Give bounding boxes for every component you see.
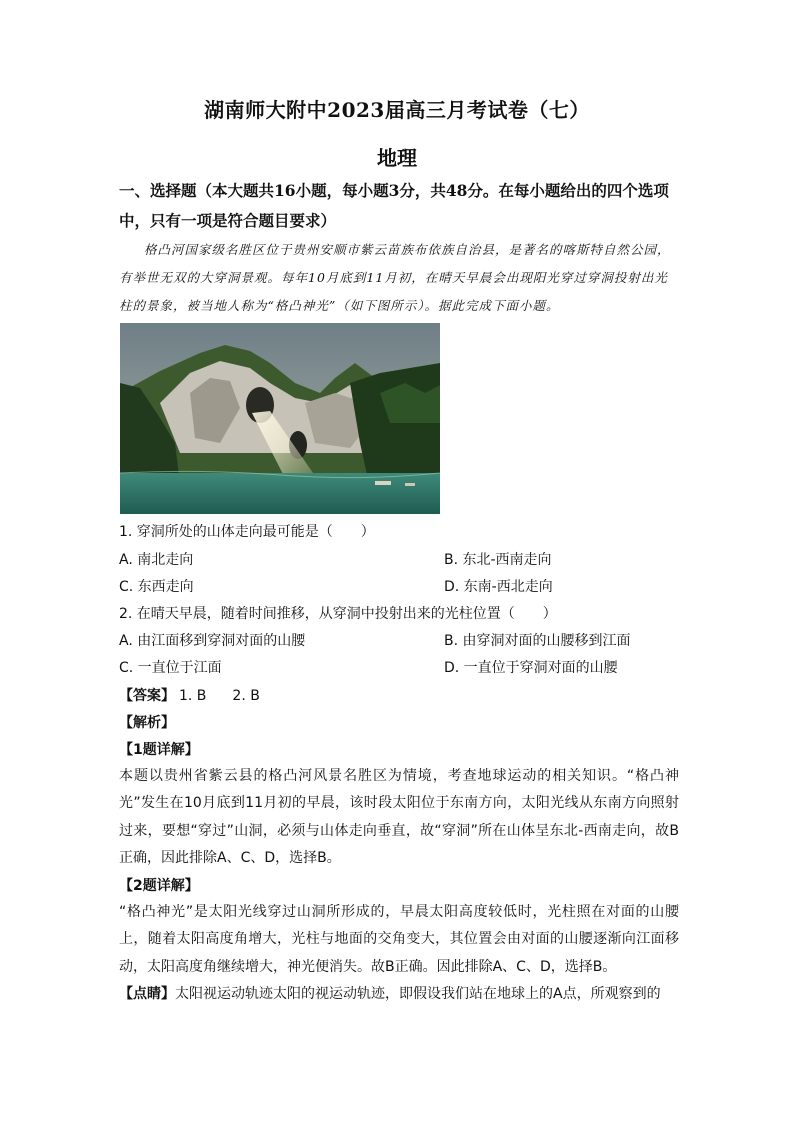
question-1-option-c: C. 东西走向 (119, 579, 194, 595)
analysis-label: 【解析】 (119, 715, 175, 731)
q1-analysis-text: 本题以贵州省紫云县的格凸河风景名胜区为情境，考查地球运动的相关知识。“格凸神光”发生在10月底到11月初的早晨，该时段太阳位于东南方向，太阳光线从东南方向照射过来，要想“穿过”山洞，必须与山体走向垂直，故“穿洞”所在山体呈东北-西南走向，故B正确，因此排除A、C、D，选择B。 (119, 768, 679, 866)
tip-text: 太阳视运动轨迹太阳的视运动轨迹，即假设我们站在地球上的A点，所观察到的 (175, 986, 661, 1002)
q1-analysis-heading: 【1题详解】 (119, 742, 199, 758)
tip-label: 【点睛】 (119, 986, 175, 1002)
section-heading: 一、选择题（本大题共16小题，每小题3分，共48分。在每小题给出的四个选项中，只有一项是符合题目要求） (119, 181, 669, 230)
exam-title: 湖南师大附中2023届高三月考试卷（七） (204, 98, 590, 122)
tip-paragraph (119, 981, 679, 1008)
q2-analysis-text: “格凸神光”是太阳光线穿过山洞所形成的，早晨太阳高度较低时，光柱照在对面的山腰上，随着太阳高度角增大，光柱与地面的交角变大，其位置会由对面的山腰逐渐向江面移动，太阳高度角继续增大，神光便消失。故B正确。因此排除A、C、D，选择B。 (119, 904, 679, 975)
question-2-option-b: B. 由穿洞对面的山腰移到江面 (444, 633, 631, 649)
question-intro: 格凸河国家级名胜区位于贵州安顺市紫云苗族布依族自治县，是著名的喀斯特自然公园，有举世无双的大穿洞景观。每年10月底到11月初，在晴天早晨会出现阳光穿过穿洞投射出光柱的景象，被当地人称为“格凸神光”（如下图所示）。据此完成下面小题。 (119, 242, 671, 313)
q2-analysis-heading: 【2题详解】 (119, 878, 199, 894)
question-1-option-b: B. 东北-西南走向 (444, 552, 552, 568)
question-1-option-d: D. 东南-西北走向 (444, 579, 553, 595)
karst-cave-light-beam-photo (120, 323, 440, 514)
question-2-option-a: A. 由江面移到穿洞对面的山腰 (119, 633, 306, 649)
subject-title: 地理 (377, 146, 417, 170)
question-2-stem: 2. 在晴天早晨，随着时间推移，从穿洞中投射出来的光柱位置（ ） (119, 606, 557, 622)
question-1-option-a: A. 南北走向 (119, 552, 194, 568)
answer-q1: 1. B (179, 688, 207, 704)
question-1-stem: 1. 穿洞所处的山体走向最可能是（ ） (119, 524, 375, 540)
question-2-option-d: D. 一直位于穿洞对面的山腰 (444, 660, 618, 676)
question-2-option-c: C. 一直位于江面 (119, 660, 222, 676)
answer-q2: 2. B (232, 688, 260, 704)
answer-line (119, 686, 260, 706)
answer-label: 【答案】 (119, 688, 175, 704)
